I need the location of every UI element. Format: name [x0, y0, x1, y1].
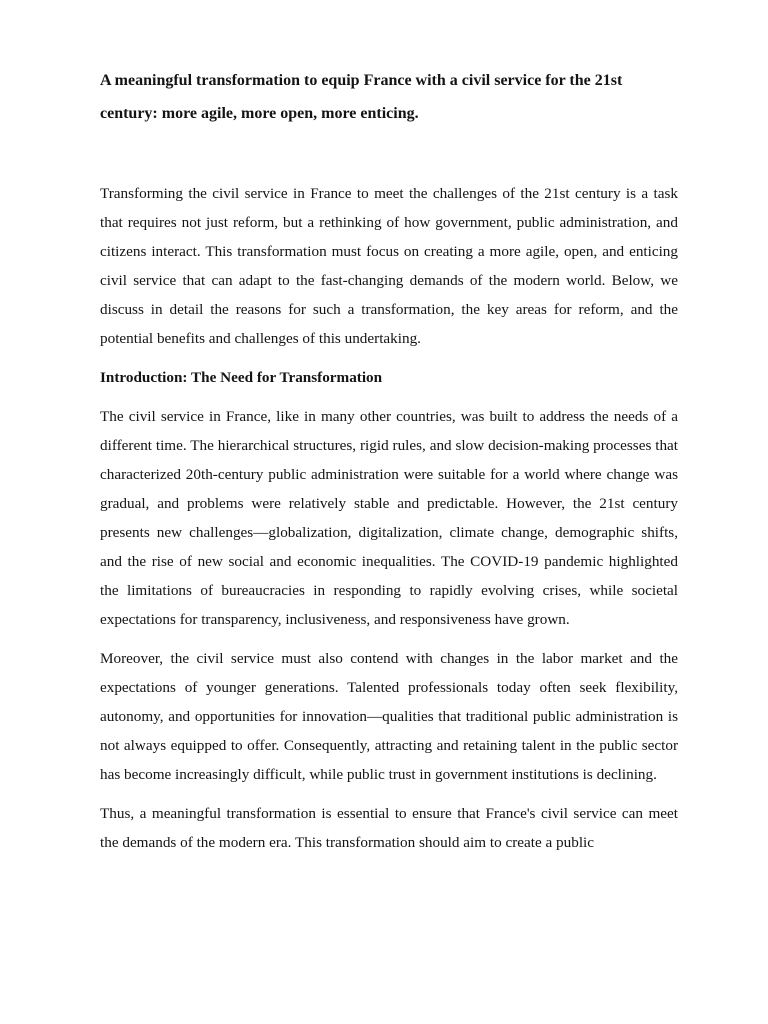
section-heading: Introduction: The Need for Transformation [100, 369, 383, 386]
document-title: A meaningful transformation to equip France with a civil service for the 21st century: more agile, more open, more enticing. [100, 72, 623, 122]
body-paragraph-3: Thus, a meaningful transformation is essential to ensure that France's civil service can meet the demands of the modern era. This transformation should aim to create a public [100, 805, 678, 851]
document-page [100, 64, 678, 867]
body-paragraph-2: Moreover, the civil service must also contend with changes in the labor market and the expectations of younger generations. Talented professionals today often seek flexibility, autonomy, and opportunities for innovation—qualities that traditional public administration is not always equipped to offer. Consequently, attracting and retaining talent in the public sector has become increasingly difficult, while public trust in government institutions is declining. [100, 650, 678, 783]
title-spacer [100, 130, 678, 179]
body-paragraph-1: The civil service in France, like in many other countries, was built to address the needs of a different time. The hierarchical structures, rigid rules, and slow decision-making processes that characterized 20th-century public administration were suitable for a world where change was gradual, and problems were relatively stable and predictable. However, the 21st century presents new challenges—globalization, digitalization, climate change, demographic shifts, and the rise of new social and economic inequalities. The COVID-19 pandemic highlighted the limitations of bureaucracies in responding to rapidly evolving crises, while societal expectations for transparency, inclusiveness, and responsiveness have grown. [100, 408, 678, 628]
intro-paragraph: Transforming the civil service in France to meet the challenges of the 21st century is a task that requires not just reform, but a rethinking of how government, public administration, and citizens interact. This transformation must focus on creating a more agile, open, and enticing civil service that can adapt to the fast-changing demands of the modern world. Below, we discuss in detail the reasons for such a transformation, the key areas for reform, and the potential benefits and challenges of this undertaking. [100, 185, 678, 347]
